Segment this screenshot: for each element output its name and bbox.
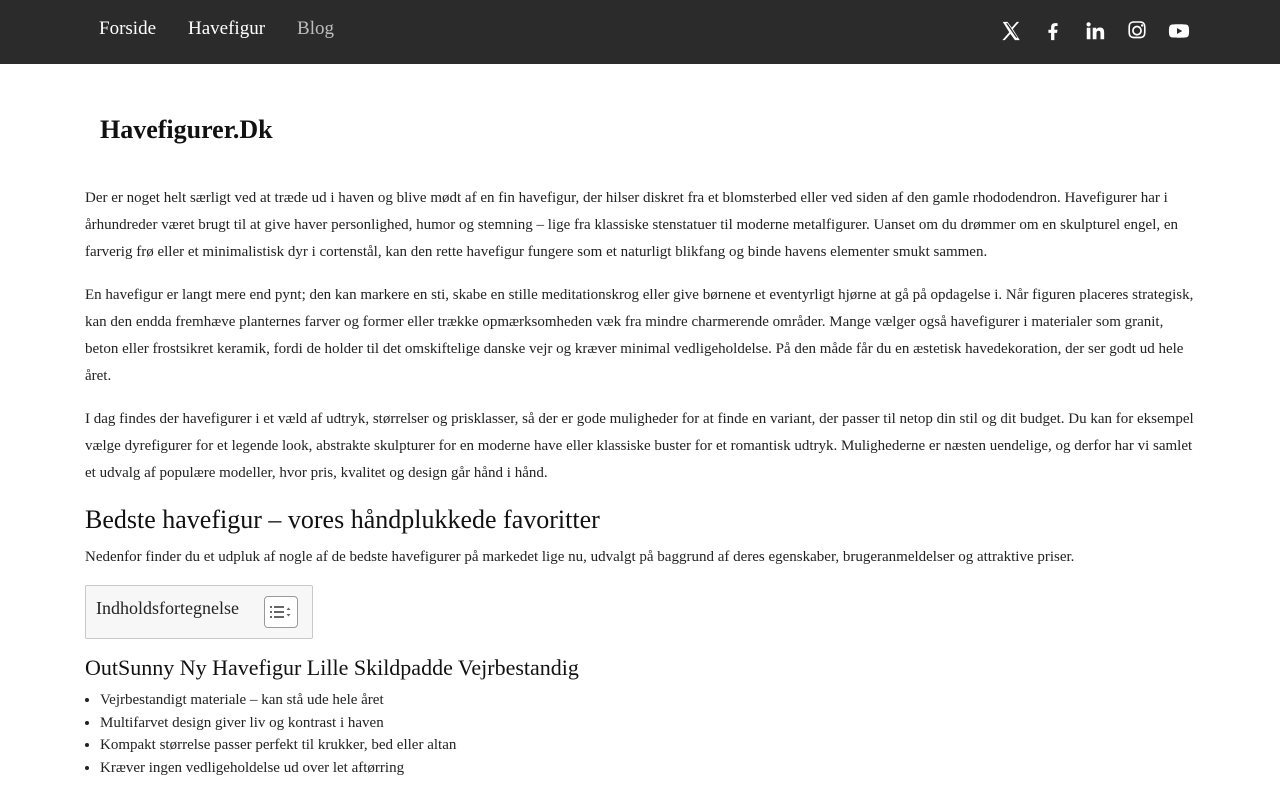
product-feature-list <box>85 689 1197 779</box>
toc-title: Indholdsfortegnelse <box>96 598 239 618</box>
social-links <box>981 0 1280 43</box>
list-item: • Multifarvet design giver liv og kontrast i haven <box>100 712 1197 735</box>
intro-paragraph-2: En havefigur er langt mere end pynt; den kan markere en sti, skabe en stille meditationskrog eller give børnene et eventyrligt hjørne at gå på opdagelse i. Når figuren placeres strategisk, kan den endda fremhæve planternes farver og former eller trække opmærksomheden væk fra mindre charmerende områder. Mange vælger også havefigurer i materialer som granit, beton eller frostsikret keramik, fordi de holder til det omskiftelige danske vejr og kræver minimal vedligeholdelse. På den måde får du en æstetisk havedekoration, der ser godt ud hele året. <box>85 287 1194 384</box>
intro-paragraph-3: I dag findes der havefigurer i et væld af udtryk, størrelser og prisklasser, så der er gode muligheder for at finde en variant, der passer til netop din stil og dit budget. Du kan for eksempel vælge dyrefigurer for et legende look, abstrakte skulpturer for en moderne have eller klassiske buster for et romantisk udtryk. Mulighederne er næsten uendelige, og derfor har vi samlet et udvalg af populære modeller, hvor pris, kvalitet og design går hånd i hånd. <box>85 411 1194 481</box>
facebook-icon[interactable] <box>1041 19 1065 43</box>
table-of-contents <box>85 585 313 639</box>
nav-item-blog[interactable]: Blog <box>297 18 334 39</box>
toc-toggle-button[interactable] <box>264 596 298 628</box>
nav-item-havefigur[interactable]: Havefigur <box>188 18 266 39</box>
list-item: • Kompakt størrelse passer perfekt til krukker, bed eller altan <box>100 734 1197 757</box>
list-item: • Vejrbestandigt materiale – kan stå ude hele året <box>100 689 1197 712</box>
linkedin-icon[interactable] <box>1083 19 1107 43</box>
youtube-icon[interactable] <box>1167 19 1191 43</box>
x-icon[interactable] <box>999 19 1023 43</box>
site-title[interactable]: Havefigurer.Dk <box>100 115 273 144</box>
instagram-icon[interactable] <box>1125 19 1149 43</box>
intro-paragraph-1: Der er noget helt særligt ved at træde ud i haven og blive mødt af en fin havefigur, der hilser diskret fra et blomsterbed eller ved siden af den gamle rhododendron. Havefigurer har i århundreder været brugt til at give haver personlighed, humor og stemning – lige fra klassiske stenstatuer til moderne metalfigurer. Uanset om du drømmer om en skulpturel engel, en farverig frø eller et minimalistisk dyr i cortenstål, kan den rette havefigur fungere som et naturligt blikfang og binde havens elementer smukt sammen. <box>85 190 1179 260</box>
list-item: • Kræver ingen vedligeholdelse ud over let aftørring <box>100 757 1197 780</box>
nav-item-forside[interactable]: Forside <box>99 18 156 39</box>
section-heading: Bedste havefigur – vores håndplukkede favoritter <box>85 505 600 534</box>
list-icon <box>270 604 292 620</box>
article-content <box>85 185 1197 779</box>
product-title: OutSunny Ny Havefigur Lille Skildpadde Vejrbestandig <box>85 655 579 680</box>
section-intro: Nedenfor finder du et udpluk af nogle af de bedste havefigurer på markedet lige nu, udvalgt på baggrund af deres egenskaber, brugeranmeldelser og attraktive priser. <box>85 549 1075 565</box>
top-navigation-bar <box>0 0 1280 64</box>
main-nav <box>0 0 366 41</box>
